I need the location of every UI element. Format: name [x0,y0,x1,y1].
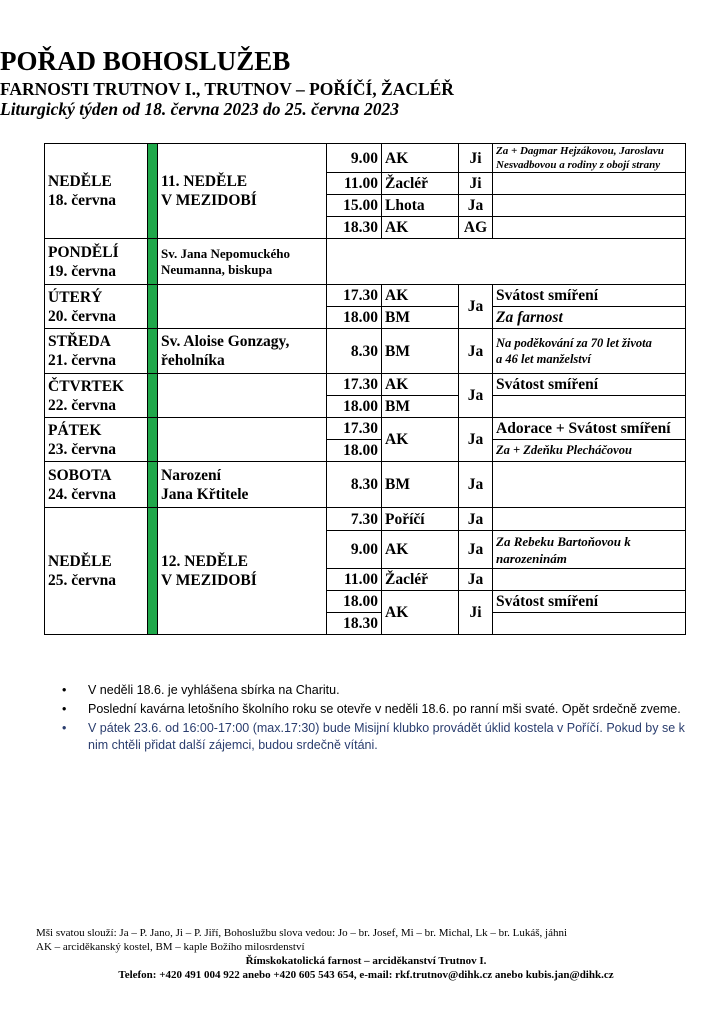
bullet-icon: • [62,721,67,735]
table-row [45,239,686,285]
time-cell: 18.00 [327,307,382,329]
time-cell: 18.30 [327,217,382,239]
time-cell: 15.00 [327,195,382,217]
table-row [45,508,686,531]
time-cell: 7.30 [327,508,382,531]
place-cell: AK [382,418,459,462]
intention-cell: Svátost smíření [493,374,686,396]
parish-subtitle: FARNOSTI TRUTNOV I., TRUTNOV – POŘÍČÍ, ŽACLÉŘ [0,79,454,99]
place-cell: Žacléř [382,173,459,195]
celebrant-cell: Ji [459,591,493,635]
feast-cell [158,374,327,418]
intention-cell: Svátost smíření [493,591,686,613]
time-cell: 17.30 [327,285,382,307]
time-cell: 18.00 [327,396,382,418]
table-row [45,418,686,440]
place-cell: Žacléř [382,569,459,591]
intention-cell [493,462,686,508]
day-cell: SOBOTA 24. června [45,462,148,508]
service-schedule-table [44,143,686,635]
liturgical-color-bar [148,462,158,508]
day-cell: PONDĚLÍ 19. června [45,239,148,285]
table-row [45,285,686,307]
feast-cell: Sv. Jana Nepomuckého Neumanna, biskupa [158,239,327,285]
footer-parish: Římskokatolická farnost – arciděkanství Trutnov I. [245,955,487,967]
list-item: • V pátek 23.6. od 16:00-17:00 (max.17:30) bude Misijní klubko provádět úklid kostela v Poříčí. Pokud by se k nim chtěli přidat další zájemci, budou srdečně vítáni. [62,721,685,752]
place-cell: AK [382,144,459,173]
celebrant-cell: Ji [459,144,493,173]
time-cell: 18.00 [327,591,382,613]
intention-cell [493,569,686,591]
bullet-icon: • [62,702,67,716]
time-cell: 9.00 [327,531,382,569]
footer-legend: Mši svatou slouží: Ja – P. Jano, Ji – P. Jiří, Bohoslužbu slova vedou: Jo – br. Josef, Mi – br. Michal, Lk – br. Lukáš, jáhni [36,927,568,939]
intention-cell: Za + Dagmar Hejzákovou, Jaroslavu Nesvadbovou a rodiny z obojí strany [493,144,686,173]
celebrant-cell: Ja [459,569,493,591]
liturgical-color-bar [148,239,158,285]
intention-cell [493,396,686,418]
celebrant-cell: Ja [459,462,493,508]
celebrant-cell: Ja [459,418,493,462]
feast-cell: 11. NEDĚLE V MEZIDOBÍ [158,144,327,239]
intention-cell [493,195,686,217]
liturgical-color-bar [148,374,158,418]
footer [36,926,696,982]
day-cell: ÚTERÝ 20. června [45,285,148,329]
bullet-icon: • [62,683,67,697]
place-cell: Lhota [382,195,459,217]
intention-cell: Na poděkování za 70 let života a 46 let manželství [493,329,686,374]
place-cell: BM [382,462,459,508]
feast-cell [158,285,327,329]
celebrant-cell: Ja [459,508,493,531]
place-cell: AK [382,374,459,396]
feast-cell [158,418,327,462]
day-cell: PÁTEK 23. června [45,418,148,462]
list-item: • V neděli 18.6. je vyhlášena sbírka na Charitu. [62,683,340,697]
time-cell: 9.00 [327,144,382,173]
table-row [45,144,686,173]
place-cell: BM [382,307,459,329]
empty-cell [327,239,686,285]
celebrant-cell: Ji [459,173,493,195]
day-cell: NEDĚLE 25. června [45,508,148,635]
time-cell: 8.30 [327,462,382,508]
place-cell: AK [382,531,459,569]
intention-cell: Svátost smíření [493,285,686,307]
time-cell: 8.30 [327,329,382,374]
place-cell: AK [382,285,459,307]
place-cell: Poříčí [382,508,459,531]
time-cell: 18.00 [327,440,382,462]
time-cell: 11.00 [327,173,382,195]
place-cell: AK [382,217,459,239]
announcements-list [62,682,692,756]
intention-cell: Za farnost [493,307,686,329]
intention-cell [493,613,686,635]
intention-cell [493,173,686,195]
celebrant-cell: Ja [459,531,493,569]
time-cell: 18.30 [327,613,382,635]
day-cell: NEDĚLE 18. června [45,144,148,239]
liturgical-color-bar [148,285,158,329]
time-cell: 11.00 [327,569,382,591]
place-cell: AK [382,591,459,635]
table-row [45,462,686,508]
intention-cell [493,508,686,531]
intention-cell [493,217,686,239]
page-title: POŘAD BOHOSLUŽEB [0,46,291,76]
place-cell: BM [382,396,459,418]
celebrant-cell: Ja [459,374,493,418]
week-range: Liturgický týden od 18. června 2023 do 25. června 2023 [0,99,400,119]
time-cell: 17.30 [327,374,382,396]
day-cell: STŘEDA 21. června [45,329,148,374]
liturgical-color-bar [148,144,158,239]
liturgical-color-bar [148,418,158,462]
footer-contact: Telefon: +420 491 004 922 anebo +420 605 543 654, e-mail: rkf.trutnov@dihk.cz anebo kubis.jan@dihk.cz [118,969,614,981]
intention-cell: Za + Zdeňku Plecháčovou [493,440,686,462]
feast-cell: 12. NEDĚLE V MEZIDOBÍ [158,508,327,635]
table-row [45,374,686,396]
liturgical-color-bar [148,329,158,374]
list-item: • Poslední kavárna letošního školního roku se otevře v neděli 18.6. po ranní mši svaté. Opět srdečně zveme. [62,702,681,716]
liturgical-color-bar [148,508,158,635]
intention-cell: Za Rebeku Bartoňovou k narozeninám [493,531,686,569]
table-row [45,329,686,374]
celebrant-cell: Ja [459,195,493,217]
celebrant-cell: Ja [459,329,493,374]
feast-cell: Narození Jana Křtitele [158,462,327,508]
celebrant-cell: AG [459,217,493,239]
place-cell: BM [382,329,459,374]
intention-cell: Adorace + Svátost smíření [493,418,686,440]
time-cell: 17.30 [327,418,382,440]
footer-places: AK – arciděkanský kostel, BM – kaple Božího milosrdenství [36,941,305,953]
feast-cell: Sv. Aloise Gonzagy, řeholníka [158,329,327,374]
day-cell: ČTVRTEK 22. června [45,374,148,418]
celebrant-cell: Ja [459,285,493,329]
